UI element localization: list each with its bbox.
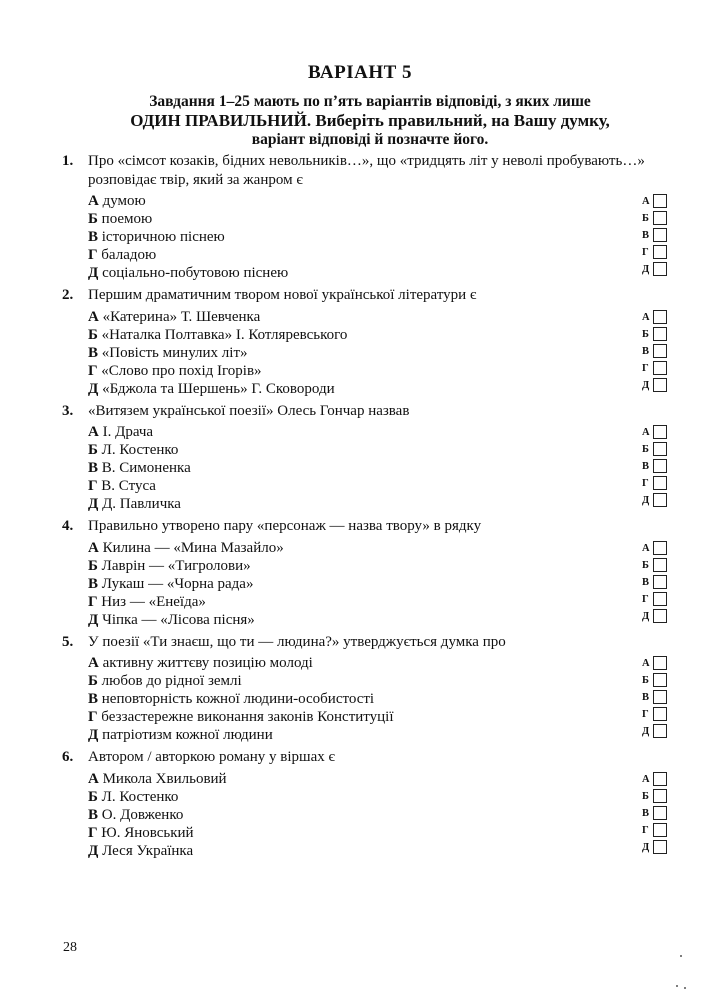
answer-box-row	[642, 840, 670, 857]
answer-box-label: Г	[642, 362, 649, 374]
option-text: любов до рідної землі	[97, 673, 242, 689]
answer-box-label: Б	[642, 675, 649, 686]
answer-box-label: Г	[642, 709, 649, 720]
answer-option	[88, 708, 682, 726]
answer-checkbox[interactable]	[653, 493, 667, 507]
option-letter: А	[88, 770, 99, 787]
question-4	[62, 517, 682, 629]
instructions	[110, 92, 630, 149]
option-text: баладою	[97, 247, 157, 263]
question-6	[62, 748, 682, 860]
answer-grid	[642, 656, 670, 741]
answer-checkbox[interactable]	[653, 541, 667, 555]
option-text: Л. Костенко	[97, 442, 179, 458]
option-letter: Г	[88, 709, 98, 725]
answer-option	[88, 726, 682, 744]
answer-checkbox[interactable]	[653, 575, 667, 589]
option-text: Л. Костенко	[97, 788, 179, 805]
option-text: історичною піснею	[98, 229, 225, 245]
answer-checkbox[interactable]	[653, 327, 667, 341]
answer-option	[88, 246, 682, 264]
answer-checkbox[interactable]	[653, 228, 667, 242]
answer-option	[88, 441, 682, 459]
answer-option	[88, 824, 682, 842]
answer-box-label: Д	[642, 264, 650, 275]
scan-speck	[680, 955, 682, 957]
answer-box-row	[642, 673, 670, 690]
answer-box-label: А	[642, 773, 650, 785]
instructions-line-1: Завдання 1–25 мають по п’ять варіантів відповіді, з яких лише	[149, 93, 591, 110]
option-text: «Бджола та Шершень» Г. Сковороди	[98, 380, 335, 397]
answer-box-label: В	[642, 461, 650, 472]
option-text: Леся Українка	[98, 842, 194, 859]
answer-grid	[642, 772, 670, 857]
answer-box-row	[642, 823, 670, 840]
answer-option	[88, 593, 682, 611]
answer-option	[88, 788, 682, 806]
option-letter: Д	[88, 727, 99, 743]
answer-box-label: Г	[642, 478, 649, 489]
answer-box-row	[642, 378, 670, 395]
answer-checkbox[interactable]	[653, 772, 667, 786]
answer-checkbox[interactable]	[653, 823, 667, 837]
scan-speck	[684, 987, 686, 989]
option-letter: Г	[88, 247, 98, 263]
option-letter: Г	[88, 824, 98, 841]
option-letter: В	[88, 691, 99, 707]
question-text: Правильно утворено пару «персонаж — назва твору» в рядку	[88, 518, 482, 534]
answer-box-row	[642, 425, 670, 442]
answer-box-row	[642, 361, 670, 378]
option-text: Ю. Яновський	[97, 824, 194, 841]
answer-box-row	[642, 806, 670, 823]
question-text: Автором / авторкою роману у віршах є	[88, 749, 335, 765]
answer-box-label: В	[642, 576, 650, 588]
option-letter: Б	[88, 326, 98, 343]
answer-option	[88, 672, 682, 690]
option-letter: Б	[88, 788, 98, 805]
answer-option	[88, 477, 682, 495]
answer-option	[88, 806, 682, 824]
answer-checkbox[interactable]	[653, 378, 667, 392]
option-text: «Повість минулих літ»	[98, 344, 248, 361]
option-letter: Д	[88, 842, 99, 859]
question-number: 5.	[62, 633, 74, 650]
question-1	[62, 152, 682, 282]
answer-box-row	[642, 690, 670, 707]
answer-box-label: А	[642, 542, 650, 554]
answer-checkbox[interactable]	[653, 211, 667, 225]
answer-box-label: Б	[642, 213, 649, 224]
option-letter: Г	[88, 593, 98, 610]
answer-box-row	[642, 609, 670, 626]
answer-box-row	[642, 772, 670, 789]
answer-box-row	[642, 262, 670, 279]
option-text: патріотизм кожної людини	[98, 727, 273, 743]
option-text: соціально-побутовою піснею	[98, 265, 289, 281]
option-letter: Б	[88, 673, 98, 689]
question-number: 4.	[62, 518, 74, 534]
option-text: активну життєву позицію молоді	[98, 655, 313, 671]
question-stem	[62, 517, 682, 536]
answer-checkbox[interactable]	[653, 194, 667, 208]
option-text: «Наталка Полтавка» І. Котляревського	[97, 326, 348, 343]
answer-box-label: А	[642, 658, 650, 669]
option-letter: Д	[88, 380, 99, 397]
answer-box-label: Б	[642, 790, 649, 802]
option-text: Микола Хвильовий	[98, 770, 227, 787]
option-letter: А	[88, 424, 99, 440]
page-number: 28	[63, 940, 77, 955]
option-text: Лукаш — «Чорна рада»	[98, 575, 254, 592]
option-text: «Катерина» Т. Шевченка	[98, 308, 261, 325]
option-text: беззастережне виконання законів Конституції	[97, 709, 394, 725]
answer-option	[88, 308, 682, 326]
answer-box-row	[642, 459, 670, 476]
answer-option	[88, 326, 682, 344]
option-letter: Б	[88, 557, 98, 574]
option-text: Килина — «Мина Мазайло»	[98, 539, 284, 556]
answer-checkbox[interactable]	[653, 558, 667, 572]
option-text: І. Драча	[98, 424, 154, 440]
answer-box-row	[642, 789, 670, 806]
answer-option	[88, 192, 682, 210]
answer-option	[88, 495, 682, 513]
answer-option	[88, 264, 682, 282]
option-text: «Слово про похід Ігорів»	[97, 362, 262, 379]
answer-box-label: Г	[642, 593, 649, 605]
answer-grid	[642, 310, 670, 395]
answer-checkbox[interactable]	[653, 262, 667, 276]
option-text: поемою	[97, 211, 153, 227]
question-list	[62, 152, 682, 864]
option-text: Д. Павличка	[98, 496, 181, 512]
answer-options	[88, 654, 682, 744]
option-text: В. Симоненка	[98, 460, 191, 476]
option-text: О. Довженко	[98, 806, 184, 823]
answer-checkbox[interactable]	[653, 592, 667, 606]
answer-grid	[642, 425, 670, 510]
question-3	[62, 402, 682, 514]
question-number: 2.	[62, 287, 74, 303]
answer-option	[88, 557, 682, 575]
answer-box-row	[642, 592, 670, 609]
answer-option	[88, 842, 682, 860]
answer-option	[88, 654, 682, 672]
option-letter: Г	[88, 362, 98, 379]
option-letter: Д	[88, 496, 99, 512]
answer-option	[88, 690, 682, 708]
option-letter: В	[88, 344, 99, 361]
answer-option	[88, 459, 682, 477]
answer-checkbox[interactable]	[653, 425, 667, 439]
question-number: 1.	[62, 153, 74, 169]
answer-checkbox[interactable]	[653, 707, 667, 721]
question-number: 3.	[62, 402, 74, 419]
answer-box-label: А	[642, 311, 650, 323]
scan-speck	[676, 985, 678, 987]
option-letter: В	[88, 575, 99, 592]
answer-box-row	[642, 575, 670, 592]
answer-options	[88, 770, 682, 860]
answer-box-label: Д	[642, 495, 650, 506]
answer-box-label: А	[642, 427, 650, 438]
question-stem	[62, 286, 682, 305]
option-text: Лаврін — «Тигролови»	[97, 557, 251, 574]
answer-option	[88, 770, 682, 788]
answer-box-row	[642, 707, 670, 724]
option-letter: Б	[88, 442, 98, 458]
answer-checkbox[interactable]	[653, 476, 667, 490]
option-letter: Д	[88, 265, 99, 281]
answer-box-label: Б	[642, 559, 649, 571]
option-letter: Б	[88, 211, 98, 227]
question-5	[62, 633, 682, 745]
answer-box-label: Д	[642, 379, 650, 391]
option-letter: А	[88, 539, 99, 556]
answer-box-row	[642, 493, 670, 510]
instructions-line-2: ОДИН ПРАВИЛЬНИЙ. Виберіть правильний, на Вашу думку,	[130, 111, 610, 130]
answer-checkbox[interactable]	[653, 673, 667, 687]
answer-box-row	[642, 442, 670, 459]
option-text: В. Стуса	[97, 478, 156, 494]
answer-option	[88, 362, 682, 380]
answer-box-label: Д	[642, 726, 650, 737]
answer-option	[88, 539, 682, 557]
question-stem	[62, 748, 682, 767]
answer-box-label: В	[642, 807, 650, 819]
answer-checkbox[interactable]	[653, 361, 667, 375]
option-text: думою	[98, 193, 146, 209]
answer-option	[88, 423, 682, 441]
answer-box-label: А	[642, 196, 650, 207]
question-stem	[62, 152, 682, 189]
question-stem	[62, 402, 682, 421]
answer-box-label: В	[642, 692, 650, 703]
option-letter: В	[88, 460, 99, 476]
answer-box-label: Б	[642, 328, 649, 340]
answer-box-row	[642, 194, 670, 211]
answer-box-row	[642, 310, 670, 327]
answer-checkbox[interactable]	[653, 344, 667, 358]
question-text: Першим драматичним твором нової української літератури є	[88, 287, 477, 303]
option-letter: А	[88, 655, 99, 671]
answer-checkbox[interactable]	[653, 442, 667, 456]
answer-checkbox[interactable]	[653, 806, 667, 820]
answer-option	[88, 611, 682, 629]
answer-box-row	[642, 724, 670, 741]
answer-box-row	[642, 476, 670, 493]
option-text: Чіпка — «Лісова пісня»	[98, 611, 255, 628]
answer-option	[88, 575, 682, 593]
answer-box-row	[642, 541, 670, 558]
answer-box-row	[642, 656, 670, 673]
page-title: ВАРІАНТ 5	[307, 62, 413, 83]
option-letter: В	[88, 229, 99, 245]
option-letter: Д	[88, 611, 99, 628]
question-number: 6.	[62, 749, 74, 765]
option-letter: А	[88, 193, 99, 209]
answer-box-label: Г	[642, 247, 649, 258]
answer-box-label: Б	[642, 444, 649, 455]
answer-box-row	[642, 327, 670, 344]
answer-checkbox[interactable]	[653, 245, 667, 259]
question-text: У поезії «Ти знаєш, що ти — людина?» утверджується думка про	[88, 633, 506, 650]
answer-checkbox[interactable]	[653, 310, 667, 324]
question-stem	[62, 633, 682, 652]
option-text: неповторність кожної людини-особистості	[98, 691, 375, 707]
answer-grid	[642, 541, 670, 626]
option-letter: Г	[88, 478, 98, 494]
answer-option	[88, 228, 682, 246]
answer-box-label: Д	[642, 610, 650, 622]
answer-box-label: Г	[642, 824, 649, 836]
answer-options	[88, 192, 682, 282]
answer-checkbox[interactable]	[653, 789, 667, 803]
option-letter: В	[88, 806, 99, 823]
answer-box-label: В	[642, 345, 650, 357]
answer-checkbox[interactable]	[653, 656, 667, 670]
answer-box-row	[642, 211, 670, 228]
answer-checkbox[interactable]	[653, 724, 667, 738]
answer-box-row	[642, 558, 670, 575]
answer-options	[88, 308, 682, 398]
answer-options	[88, 539, 682, 629]
answer-option	[88, 210, 682, 228]
answer-option	[88, 380, 682, 398]
answer-box-row	[642, 344, 670, 361]
answer-box-row	[642, 228, 670, 245]
answer-box-row	[642, 245, 670, 262]
question-text: Про «сімсот козаків, бідних невольників…», що «тридцять літ у неволі пробувають…» розповідає твір, який за жанром є	[88, 153, 645, 188]
answer-checkbox[interactable]	[653, 690, 667, 704]
answer-box-label: В	[642, 230, 650, 241]
answer-option	[88, 344, 682, 362]
option-text: Низ — «Енеїда»	[97, 593, 206, 610]
answer-checkbox[interactable]	[653, 609, 667, 623]
instructions-line-3: варіант відповіді й позначте його.	[251, 131, 489, 148]
option-letter: А	[88, 308, 99, 325]
answer-options	[88, 423, 682, 513]
answer-grid	[642, 194, 670, 279]
answer-checkbox[interactable]	[653, 840, 667, 854]
question-text: «Витязем української поезії» Олесь Гончар назвав	[88, 402, 410, 419]
answer-box-label: Д	[642, 841, 650, 853]
answer-checkbox[interactable]	[653, 459, 667, 473]
question-2	[62, 286, 682, 398]
